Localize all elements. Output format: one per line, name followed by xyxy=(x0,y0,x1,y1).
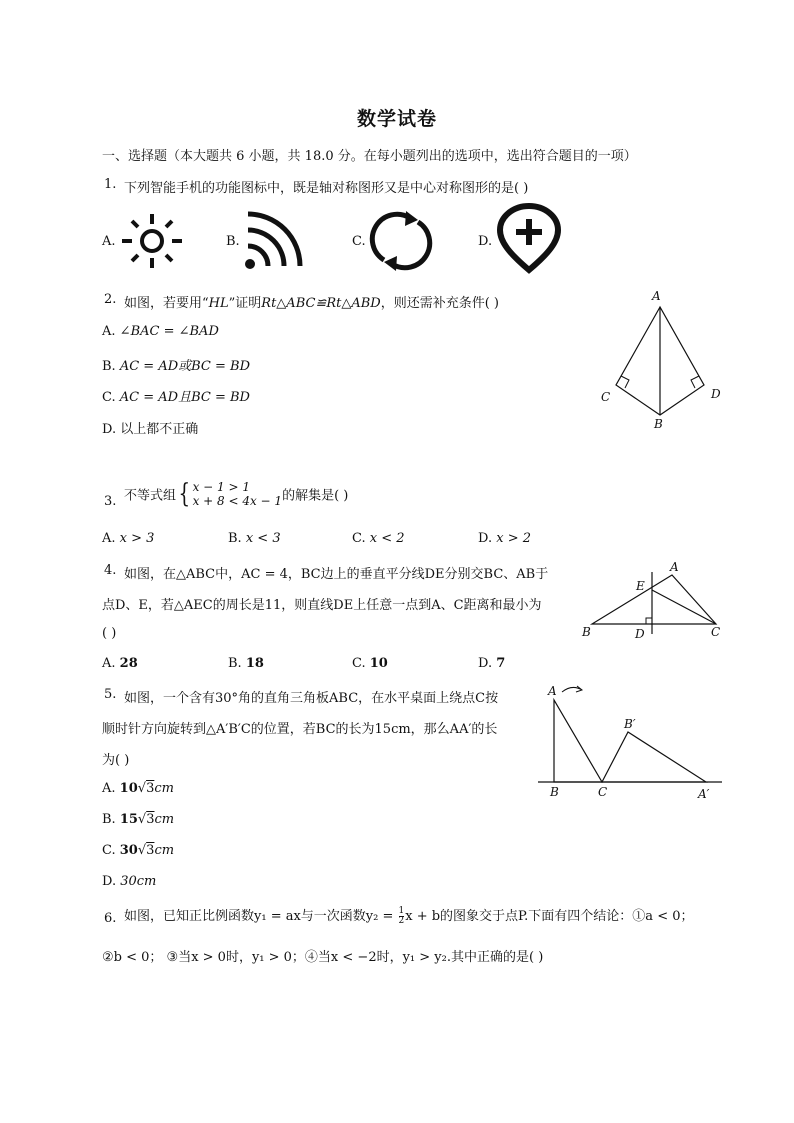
q5-line2: 顺时针方向旋转到△A′B′C的位置，若BC的长为15cm，那么AA′的长 xyxy=(102,722,498,737)
q2-option-a: A. ∠BAC = ∠BAD xyxy=(102,324,219,339)
section-heading: 一、选择题（本大题共 6 小题，共 18.0 分。在每小题列出的选项中，选出符合题目的一项） xyxy=(102,149,637,164)
q5-line1: 如图，一个含有30°角的直角三角板ABC，在水平桌面上绕点C按 xyxy=(124,691,499,706)
q4-option-d: D. 7 xyxy=(478,656,506,671)
q2-option-b: B. AC = AD或BC = BD xyxy=(102,359,251,374)
q5-line3: 为( ) xyxy=(102,753,130,768)
q3-system-line2: x + 8 < 4x − 1 xyxy=(192,494,283,508)
q4-option-a: A. 28 xyxy=(102,656,138,671)
q5-option-d: D. 30cm xyxy=(102,874,157,889)
q5-number: 5. xyxy=(104,687,117,702)
q1-option-d-label: D. xyxy=(478,234,493,249)
q4-label-c: C xyxy=(711,625,721,639)
q3-system-line1: x − 1 > 1 xyxy=(192,480,250,494)
q2-label-c: C xyxy=(601,390,611,404)
q4-line2: 点D、E，若△AEC的周长是11，则直线DE上任意一点到A、C距离和最小为 xyxy=(102,598,542,613)
q4-label-e: E xyxy=(636,579,645,593)
q4-option-c: C. 10 xyxy=(352,656,388,671)
q2-label-d: D xyxy=(711,387,721,401)
q2-stem: 如图，若要用“HL”证明Rt△ABC≌Rt△ABD，则还需补充条件( ) xyxy=(124,296,499,311)
q2-label-a: A xyxy=(652,289,661,303)
q5-option-c: C. 30√3cm xyxy=(102,843,175,858)
q2-label-b: B xyxy=(654,417,663,431)
q2-number: 2. xyxy=(104,292,117,307)
q4-label-a: A xyxy=(670,560,679,574)
q6-line2: ②b < 0； ③当x > 0时，y₁ > 0；④当x < −2时，y₁ > y₂.其中正确的是( ) xyxy=(102,950,544,965)
q6-number: 6. xyxy=(104,911,117,926)
q2-option-c: C. AC = AD且BC = BD xyxy=(102,390,250,405)
q1-number: 1. xyxy=(104,177,117,192)
q3-stem: 不等式组{ x − 1 > 1 x + 8 < 4x − 1 的解集是( ) xyxy=(124,479,349,509)
sun-icon xyxy=(120,212,184,270)
q5-option-a: A. 10√3cm xyxy=(102,781,174,796)
refresh-icon xyxy=(370,210,432,272)
q4-figure xyxy=(578,558,728,642)
q3-option-a: A. x > 3 xyxy=(102,531,155,546)
q4-number: 4. xyxy=(104,563,117,578)
q5-label-b: B xyxy=(550,785,559,799)
q5-label-b-prime: B′ xyxy=(624,717,636,731)
q4-option-b: B. 18 xyxy=(228,656,264,671)
q5-label-a: A xyxy=(548,684,557,698)
q3-option-c: C. x < 2 xyxy=(352,531,405,546)
q2-option-d: D. 以上都不正确 xyxy=(102,422,199,437)
q4-label-d: D xyxy=(635,627,645,641)
page-title: 数学试卷 xyxy=(356,108,437,130)
q5-option-b: B. 15√3cm xyxy=(102,812,175,827)
q3-number: 3. xyxy=(104,494,117,509)
q4-label-b: B xyxy=(582,625,591,639)
q2-figure xyxy=(590,285,730,435)
q5-label-c: C xyxy=(598,785,608,799)
q4-line1: 如图，在△ABC中，AC = 4，BC边上的垂直平分线DE分别交BC、AB于 xyxy=(124,567,549,582)
q1-option-c-label: C. xyxy=(352,234,366,249)
q1-stem: 下列智能手机的功能图标中，既是轴对称图形又是中心对称图形的是( ) xyxy=(124,181,529,196)
wifi-signal-icon xyxy=(244,210,306,270)
q6-line1: 如图，已知正比例函数y₁ = ax与一次函数y₂ = $\frac{1}{2}$ x + b的图象交于点P.下面有四个结论：①a < 0； xyxy=(124,906,694,926)
location-plus-icon xyxy=(496,204,562,274)
q1-option-a-label: A. xyxy=(102,234,116,249)
q1-option-b-label: B. xyxy=(226,234,240,249)
q5-label-a-prime: A′ xyxy=(698,787,710,801)
q3-option-b: B. x < 3 xyxy=(228,531,281,546)
q5-figure xyxy=(536,682,726,804)
q3-option-d: D. x > 2 xyxy=(478,531,531,546)
q4-line3: ( ) xyxy=(102,626,117,641)
